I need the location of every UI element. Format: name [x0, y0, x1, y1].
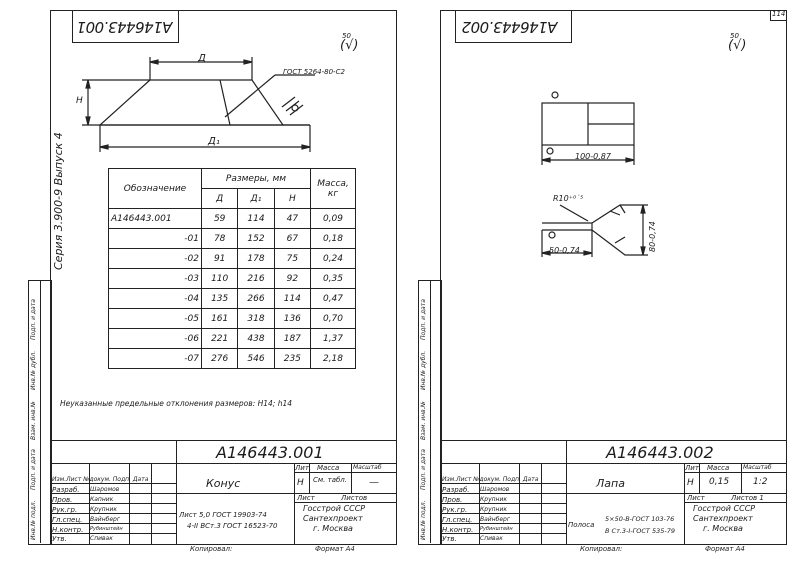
left-copied: Копировал: — [190, 545, 233, 553]
left-tb-name-3: Вайнберг — [90, 516, 120, 523]
page-number: 114 — [772, 10, 786, 18]
left-tb-name-5: Спивак — [90, 535, 113, 542]
left-title-block — [50, 440, 397, 545]
subheader-D1: Д₁ — [238, 189, 274, 209]
right-roughness-mark: (√) — [728, 38, 747, 53]
row-value: 0,70 — [311, 309, 356, 329]
left-tb-role-5: Утв. — [52, 535, 67, 543]
right-code-box — [455, 10, 572, 43]
left-tb-code: A146443.001 — [216, 443, 324, 462]
table-row — [109, 349, 356, 369]
row-value: 110 — [202, 269, 238, 289]
row-designation: -07 — [109, 349, 202, 369]
right-tb-role-1: Пров. — [442, 496, 463, 504]
row-designation: -03 — [109, 269, 202, 289]
right-tb-role-4: Н.контр. — [442, 526, 474, 534]
row-designation: A146443.001 — [109, 209, 202, 229]
right-strip-3: Инв.№ дубл. — [420, 350, 427, 390]
right-tb-lit: Лит. — [685, 464, 702, 472]
left-tb-mass: Масса — [317, 464, 340, 472]
row-value: 216 — [238, 269, 274, 289]
right-format: Формат A4 — [705, 545, 745, 553]
tolerance-note: Неуказанные предельные отклонения размеров: H14; h14 — [60, 399, 292, 408]
dim-radius: R10⁺⁰˙⁵ — [553, 194, 584, 203]
left-strip-2: Взам. инв.№ — [30, 401, 37, 440]
right-strip-2: Взам. инв.№ — [420, 401, 427, 440]
row-value: 266 — [238, 289, 274, 309]
right-tb-material-label: Полоса — [568, 521, 595, 529]
left-tb-org1: Госстрой СССР — [303, 504, 366, 513]
row-value: 152 — [238, 229, 274, 249]
right-tb-role-3: Гл.спец. — [442, 516, 473, 524]
table-row — [109, 309, 356, 329]
header-designation: Обозначение — [109, 169, 202, 209]
row-designation: -04 — [109, 289, 202, 309]
row-value: 67 — [274, 229, 310, 249]
left-tb-sheets: Листов — [341, 494, 368, 502]
dim-height: 80-0,74 — [648, 221, 657, 252]
page-number-box — [770, 10, 787, 21]
header-sizes: Размеры, мм — [202, 169, 311, 189]
row-value: 92 — [274, 269, 310, 289]
left-tb-org3: г. Москва — [313, 524, 353, 533]
left-tb-role-3: Гл.спец. — [52, 516, 83, 524]
right-tb-scale-value: 1:2 — [753, 477, 768, 487]
row-designation: -02 — [109, 249, 202, 269]
dim-H-label: H — [76, 96, 83, 106]
right-tb-material-1: 5×50-B-ГОСТ 103-76 — [605, 515, 675, 523]
dim-D1-label: Д₁ — [208, 136, 220, 147]
row-value: 221 — [202, 329, 238, 349]
row-value: 136 — [274, 309, 310, 329]
table-row — [109, 229, 356, 249]
right-tb-name-0: Шаромов — [480, 486, 510, 493]
left-tb-role-4: Н.контр. — [52, 526, 84, 534]
right-tb-name-2: Крупник — [480, 506, 507, 513]
row-value: 0,18 — [311, 229, 356, 249]
left-tb-org2: Сантехпроект — [303, 514, 363, 523]
right-tb-role-0: Разраб. — [442, 486, 470, 494]
dim-length: 100-0,87 — [575, 152, 611, 161]
row-value: 75 — [274, 249, 310, 269]
left-tb-name: Конус — [206, 477, 241, 490]
right-tb-scale: Масштаб — [743, 464, 772, 471]
row-value: 78 — [202, 229, 238, 249]
left-tb-lit: Лит. — [295, 464, 312, 472]
header-mass — [311, 169, 356, 209]
left-format: Формат A4 — [315, 545, 355, 553]
right-tb-lit-value: Н — [687, 478, 694, 488]
subheader-D: Д — [202, 189, 238, 209]
row-value: 178 — [238, 249, 274, 269]
left-tb-role-2: Рук.гр. — [52, 506, 78, 514]
left-tb-name-2: Крупник — [90, 506, 117, 513]
row-designation: -06 — [109, 329, 202, 349]
right-tb-mass-value: 0,15 — [709, 477, 730, 487]
row-value: 91 — [202, 249, 238, 269]
row-value: 135 — [202, 289, 238, 309]
right-tb-role-2: Рук.гр. — [442, 506, 468, 514]
strip-divider-right — [430, 280, 431, 543]
row-value: 0,24 — [311, 249, 356, 269]
right-tb-mass: Масса — [707, 464, 730, 472]
left-tb-name-1: Капник — [90, 496, 114, 503]
right-tb-header-row: Изм.Лист №докум. Подп. Дата — [442, 476, 539, 483]
right-tb-name-1: Крупник — [480, 496, 507, 503]
table-row — [109, 329, 356, 349]
row-value: 0,35 — [311, 269, 356, 289]
strip-divider — [40, 280, 41, 543]
left-strip-0: Инв.№ подл. — [30, 500, 37, 540]
right-tb-role-5: Утв. — [442, 535, 457, 543]
dimensions-table — [108, 168, 356, 369]
right-copied: Копировал: — [580, 545, 623, 553]
left-tb-material-2: 4-II ВСт.3 ГОСТ 16523-70 — [187, 522, 278, 530]
table-row — [109, 209, 356, 229]
table-row — [109, 269, 356, 289]
left-strip-4: Подп. и дата — [30, 299, 37, 340]
row-value: 235 — [274, 349, 310, 369]
row-value: 0,09 — [311, 209, 356, 229]
row-value: 114 — [238, 209, 274, 229]
left-tb-role-0: Разраб. — [52, 486, 80, 494]
header-mass-unit: кг — [327, 188, 339, 199]
right-tb-name-4: Рубинштейн — [480, 526, 513, 532]
subheader-H: H — [274, 189, 310, 209]
row-value: 0,47 — [311, 289, 356, 309]
left-tb-material-1: Лист 5,0 ГОСТ 19903-74 — [179, 511, 267, 519]
series-label: Серия 3.900-9 Выпуск 4 — [52, 132, 65, 270]
row-value: 438 — [238, 329, 274, 349]
row-value: 47 — [274, 209, 310, 229]
weld-note: ГОСТ 5264-80-C2 — [283, 68, 345, 76]
left-tb-header-row: Изм.Лист №докум. Подп. Дата — [52, 476, 149, 483]
left-tb-sheet: Лист — [297, 494, 315, 502]
row-designation: -01 — [109, 229, 202, 249]
right-tb-sheets: Листов 1 — [731, 494, 764, 502]
row-value: 59 — [202, 209, 238, 229]
left-code-box — [72, 10, 179, 43]
left-tb-name-0: Шаромов — [90, 486, 120, 493]
row-value: 1,37 — [311, 329, 356, 349]
dimensions-table-body — [109, 209, 356, 369]
right-tb-sheet: Лист — [687, 494, 705, 502]
left-tb-scale: Масштаб — [353, 464, 382, 471]
lapa-drawing — [530, 85, 720, 265]
right-tb-material-2: B Ст.3-I-ГОСТ 535-79 — [605, 527, 675, 535]
table-row — [109, 249, 356, 269]
row-value: 276 — [202, 349, 238, 369]
left-strip-1: Подп. и дата — [30, 449, 37, 490]
right-tb-name: Лапа — [596, 477, 625, 490]
left-tb-scale-value: — — [369, 477, 379, 488]
right-tb-org1: Госстрой СССР — [693, 504, 756, 513]
right-tb-org2: Сантехпроект — [693, 514, 753, 523]
left-strip-3: Инв.№ дубл. — [30, 350, 37, 390]
row-value: 2,18 — [311, 349, 356, 369]
right-title-block — [440, 440, 787, 545]
row-value: 187 — [274, 329, 310, 349]
right-strip-1: Подп. и дата — [420, 449, 427, 490]
right-strip-0: Инв.№ подл. — [420, 500, 427, 540]
right-tb-name-3: Вайнберг — [480, 516, 510, 523]
table-row — [109, 289, 356, 309]
left-tb-lit-value: Н — [297, 478, 304, 488]
left-tb-name-4: Рубинштейн — [90, 526, 123, 532]
row-value: 114 — [274, 289, 310, 309]
row-value: 318 — [238, 309, 274, 329]
row-value: 546 — [238, 349, 274, 369]
left-roughness-mark: (√) — [340, 38, 359, 53]
left-code-rotated: A146443.001 — [77, 18, 173, 36]
dim-D-label: Д — [198, 53, 206, 64]
right-strip-4: Подп. и дата — [420, 299, 427, 340]
row-designation: -05 — [109, 309, 202, 329]
left-tb-mass-value: См. табл. — [313, 476, 348, 484]
left-tb-role-1: Пров. — [52, 496, 73, 504]
right-code-rotated: A146443.002 — [462, 18, 558, 36]
right-tb-org3: г. Москва — [703, 524, 743, 533]
right-tb-name-5: Спивак — [480, 535, 503, 542]
left-roughness-value: 50 — [342, 32, 351, 40]
row-value: 161 — [202, 309, 238, 329]
header-mass-label: Масса, — [317, 178, 349, 189]
dim-width: 50-0,74 — [549, 246, 580, 255]
right-roughness-value: 50 — [730, 32, 739, 40]
right-tb-code: A146443.002 — [606, 443, 714, 462]
